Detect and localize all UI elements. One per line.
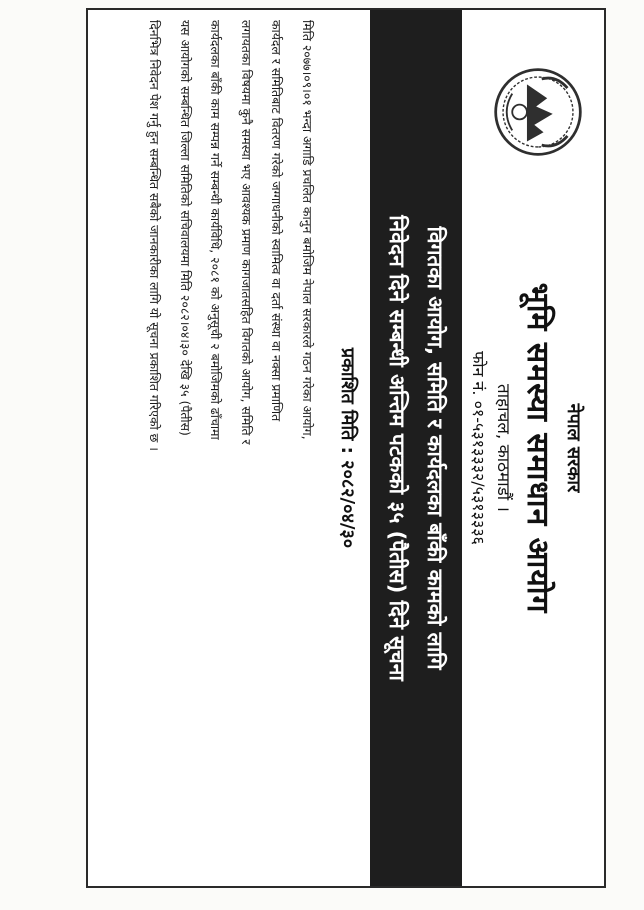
rotated-notice-content xyxy=(88,10,604,886)
commission-name: भूमि समस्या समाधान आयोग xyxy=(520,282,555,614)
government-name: नेपाल सरकार xyxy=(563,403,584,493)
notice-body-line: लगायतका विषयमा कुनै समस्या भए आवश्यक प्रमाण कागजातसहित विगतको आयोग, समिति र xyxy=(239,20,254,445)
notice-body-line: कार्यदलका बाँकी काम सम्पन्न गर्ने सम्बन्धी कार्यविधि, २०८१ को अनुसूची २ बमोजिमको ढाँचामा xyxy=(208,20,224,440)
notice-body-line: मिति २०७७।०९।०१ भन्दा अगाडि प्रचलित कानुन बमोजिम नेपाल सरकारले गठन गरेका आयोग, xyxy=(300,20,315,440)
notice-frame xyxy=(86,8,606,888)
notice-title-line-2: निवेदन दिने सम्बन्धी अन्तिम पटकको ३५ (पैतीस) दिने सूचना xyxy=(385,215,409,681)
notice-body-line: कार्यदल र समितिबाट वितरण गरेको जग्गाधनीको स्वामित्व वा दर्ता संस्था वा नक्सा प्रमाणित xyxy=(269,20,285,422)
notice-body xyxy=(139,20,322,876)
notice-body-line: दिनभित्र निवेदन पेश गर्नु हुन सम्बन्धित सबैको जानकारीका लागि यो सूचना प्रकाशित गरिएको छ । xyxy=(147,20,163,451)
notice-title-banner xyxy=(370,10,462,886)
commission-address: ताहाचल, काठमाडौं । xyxy=(493,384,513,512)
commission-phone: फोन नं. ०१-५३१३३३२/५३१३३३६ xyxy=(469,351,488,545)
published-date: प्रकाशित मिति : २०८२/०४/३० xyxy=(337,347,358,549)
notice-title-line-1: विगतका आयोग, समिति र कार्यदलका बाँकी कामको लागि xyxy=(423,226,447,670)
notice-body-line: यस आयोगको सम्बन्धित जिल्ला समितिको सचिवालयमा मिति २०८२।०४।३० देखि ३५ (पैतीस) xyxy=(178,20,193,436)
